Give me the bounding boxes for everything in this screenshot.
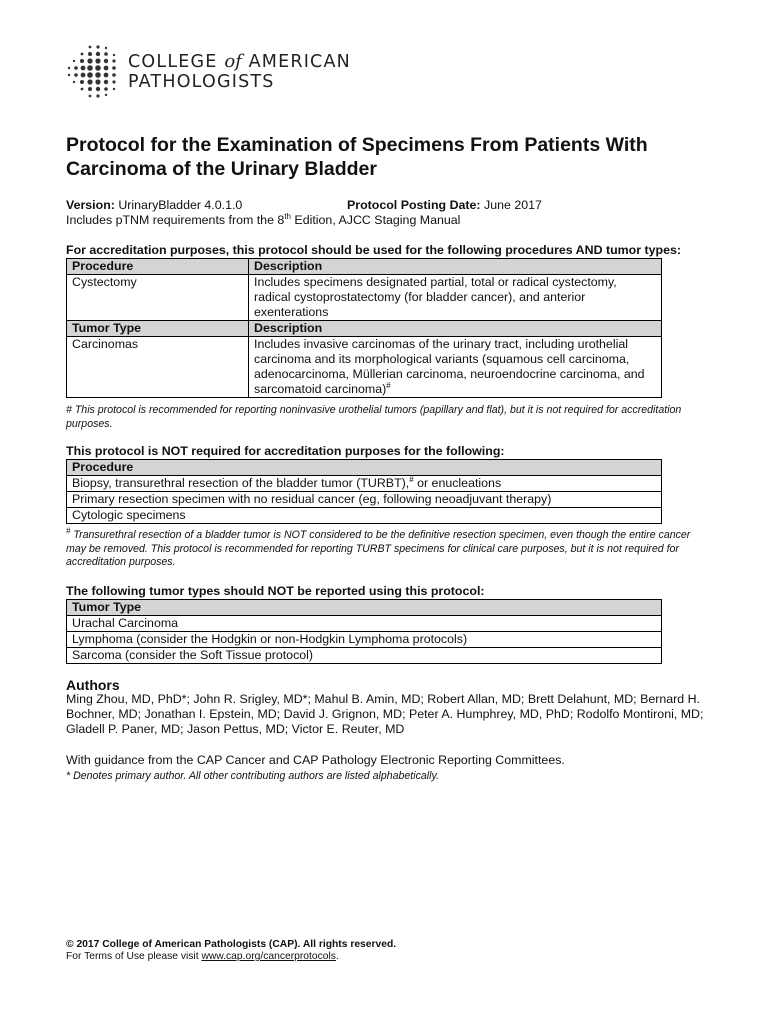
- table-row: Cystectomy Includes specimens designated partial, total or radical cystectomy, radical cystoprostatectomy (for bladder cancer), and anterior exenterations: [67, 275, 662, 321]
- ajcc-note: Includes pTNM requirements from the 8th Edition, AJCC Staging Manual: [66, 211, 461, 227]
- version-label: Version:: [66, 198, 115, 212]
- guidance-text: With guidance from the CAP Cancer and CAP Pathology Electronic Reporting Committees.: [66, 753, 565, 767]
- noninvasive-note: # This protocol is recommended for reporting noninvasive urothelial tumors (papillary and flat), but it is not required for accreditation purposes.: [66, 404, 682, 430]
- accreditation-section-title: For accreditation purposes, this protocol should be used for the following procedures AND tumor types:: [66, 243, 681, 257]
- table-row: Biopsy, transurethral resection of the bladder tumor (TURBT),# or enucleations: [67, 476, 662, 492]
- primary-author-note: * Denotes primary author. All other contributing authors are listed alphabetically.: [66, 770, 439, 782]
- table-row: Urachal Carcinoma: [67, 616, 662, 632]
- authors-list: Ming Zhou, MD, PhD*; John R. Srigley, MD*; Mahul B. Amin, MD; Robert Allan, MD; Brett Delahunt, MD; Bernard H. Bochner, MD; Jonathan I. Epstein, MD; David J. Grignon, MD; Peter A. Humphrey, MD, PhD; Rodolfo Montironi, MD; Gladell P. Paner, MD; Jason Pettus, MD; Victor E. Reuter, MD: [66, 692, 704, 736]
- table-header: Procedure: [67, 259, 249, 275]
- authors-heading: Authors: [66, 677, 120, 693]
- excluded-tumors-section-title: The following tumor types should NOT be reported using this protocol:: [66, 584, 485, 598]
- terms-of-use: For Terms of Use please visit www.cap.org/cancerprotocols.: [66, 951, 339, 962]
- logo-wordmark: COLLEGE of AMERICAN PATHOLOGISTS: [128, 51, 351, 92]
- version-value: UrinaryBladder 4.0.1.0: [114, 198, 243, 212]
- table-row: Cytologic specimens: [67, 508, 662, 524]
- table-row: Sarcoma (consider the Soft Tissue protocol): [67, 648, 662, 664]
- cap-logo: [66, 44, 366, 102]
- table-header: Procedure: [67, 460, 662, 476]
- table-row: Lymphoma (consider the Hodgkin or non-Hodgkin Lymphoma protocols): [67, 632, 662, 648]
- excluded-tumors-table: [66, 599, 662, 664]
- table-header: Description: [249, 259, 662, 275]
- turbt-note: # Transurethral resection of a bladder tumor is NOT considered to be the definitive resection specimen, even though the entire cancer may be removed. This protocol is recommended for reporting TURBT specimens for clinical care purposes, but it is not required for accreditation purposes.: [66, 526, 691, 568]
- dot-grid-logo-icon: [66, 44, 122, 102]
- not-required-section-title: This protocol is NOT required for accreditation purposes for the following:: [66, 444, 505, 458]
- table-row: Carcinomas Includes invasive carcinomas of the urinary tract, including urothelial carcinoma and its morphological variants (squamous cell carcinoma, adenocarcinoma, Müllerian carcinoma, neuroendocrine carcinoma, and sarcomatoid carcinoma)#: [67, 337, 662, 398]
- page-title: Protocol for the Examination of Specimens From Patients With Carcinoma of the Urinary Bladder: [66, 134, 648, 180]
- cancer-protocols-link[interactable]: www.cap.org/cancerprotocols: [201, 951, 336, 962]
- table-header: Description: [249, 321, 662, 337]
- table-header: Tumor Type: [67, 321, 249, 337]
- protocol-meta: [66, 198, 706, 228]
- table-row: Primary resection specimen with no residual cancer (eg, following neoadjuvant therapy): [67, 492, 662, 508]
- copyright: © 2017 College of American Pathologists (CAP). All rights reserved.: [66, 939, 397, 950]
- table-header: Tumor Type: [67, 600, 662, 616]
- accreditation-table: [66, 258, 662, 398]
- not-required-table: [66, 459, 662, 524]
- posting-date-label: Protocol Posting Date:: [347, 198, 481, 212]
- posting-date-value: June 2017: [480, 198, 542, 212]
